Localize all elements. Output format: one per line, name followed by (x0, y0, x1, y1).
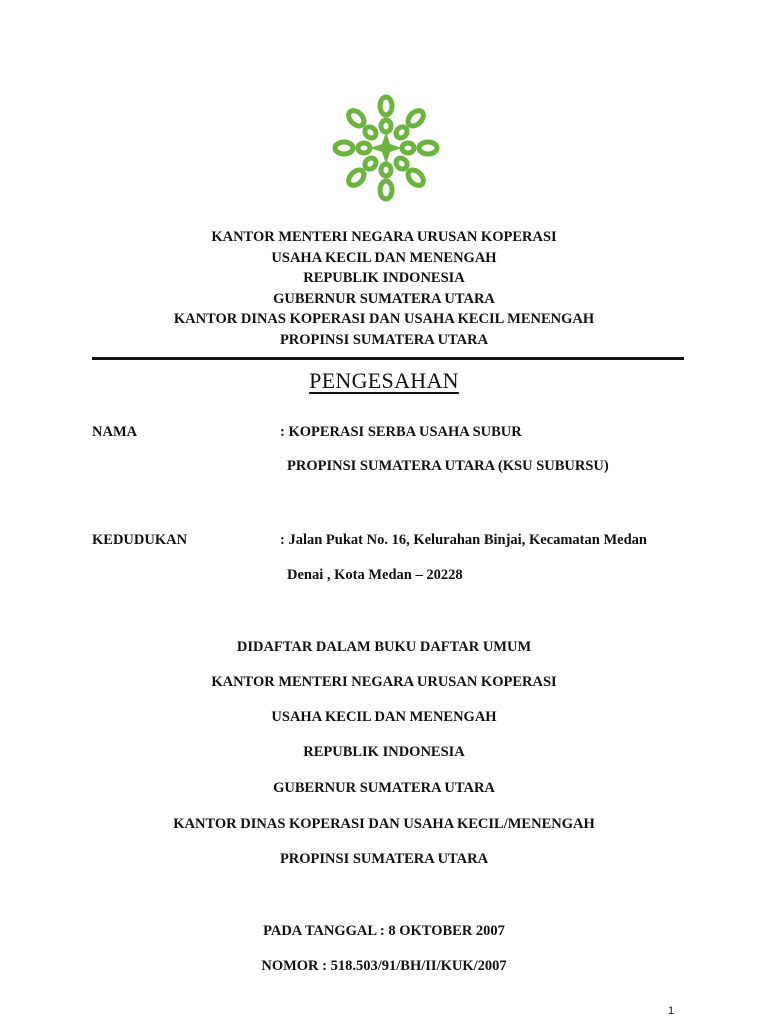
registration-line-4: REPUBLIK INDONESIA (303, 744, 465, 760)
registration-line-5: GUBERNUR SUMATERA UTARA (273, 780, 495, 796)
registration-number: NOMOR : 518.503/91/BH/II/KUK/2007 (261, 958, 507, 974)
registration-line-6: KANTOR DINAS KOPERASI DAN USAHA KECIL/MENENGAH (173, 816, 595, 832)
header-line-2: USAHA KECIL DAN MENENGAH (271, 249, 497, 266)
header-line-4: GUBERNUR SUMATERA UTARA (273, 290, 495, 307)
page-number: 1 (668, 1005, 675, 1017)
koperasi-logo-icon (330, 92, 442, 204)
registration-date: PADA TANGGAL : 8 OKTOBER 2007 (263, 923, 505, 939)
header-line-3: REPUBLIK INDONESIA (303, 270, 465, 287)
header-divider (92, 357, 684, 360)
registration-line-7: PROPINSI SUMATERA UTARA (279, 851, 489, 867)
registration-line-2: KANTOR MENTERI NEGARA URUSAN KOPERASI (211, 674, 557, 690)
nama-value-continuation: PROPINSI SUMATERA UTARA (KSU SUBURSU) (287, 458, 609, 474)
header-line-1: KANTOR MENTERI NEGARA URUSAN KOPERASI (211, 229, 557, 245)
kedudukan-value-continuation: Denai , Kota Medan – 20228 (287, 567, 463, 583)
document-title: PENGESAHAN (309, 368, 459, 393)
nama-value: : KOPERASI SERBA USAHA SUBUR (280, 424, 522, 440)
header-line-6: PROPINSI SUMATERA UTARA (279, 331, 489, 348)
header-line-5: KANTOR DINAS KOPERASI DAN USAHA KECIL MENENGAH (173, 311, 595, 328)
kedudukan-label: KEDUDUKAN (92, 532, 188, 548)
kedudukan-value: : Jalan Pukat No. 16, Kelurahan Binjai, Kecamatan Medan (280, 532, 647, 548)
nama-label: NAMA (92, 424, 138, 440)
registration-line-3: USAHA KECIL DAN MENENGAH (271, 709, 497, 725)
letterhead (0, 227, 768, 351)
registration-line-1: DIDAFTAR DALAM BUKU DAFTAR UMUM (236, 639, 532, 655)
